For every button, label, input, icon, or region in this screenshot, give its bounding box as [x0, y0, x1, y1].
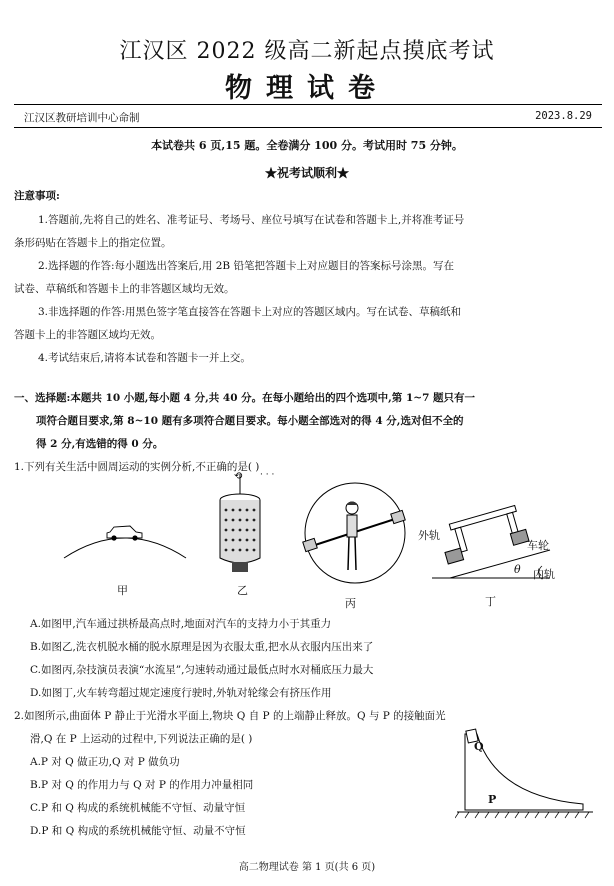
figure-label-bing: 丙	[345, 597, 356, 610]
notice-heading: 注意事项:	[14, 190, 60, 202]
question-2-option-b: B.P 对 Q 的作用力与 Q 对 P 的作用力冲量相同	[30, 779, 254, 791]
notice-line: 1.答题前,先将自己的姓名、准考证号、考场号、座位号填写在试卷和答题卡上,并将准考证号	[38, 214, 465, 226]
figure-label-ding: 丁	[485, 595, 496, 608]
exam-info: 本试卷共 6 页,15 题。全卷满分 100 分。考试用时 75 分钟。	[151, 139, 463, 152]
question-2-stem: 滑,Q 在 P 上运动的过程中,下列说法正确的是( )	[30, 733, 253, 745]
car-icon	[107, 526, 142, 541]
question-1-option-b: B.如图乙,洗衣机脱水桶的脱水原理是因为衣服太重,把水从衣服内压出来了	[30, 641, 374, 653]
section-intro: 项符合题目要求,第 8~10 题有多项符合题目要求。每小题全部选对的得 4 分,选对但不全的	[36, 415, 464, 427]
figure-water-meteor	[300, 478, 410, 588]
exam-date: 2023.8.29	[535, 110, 592, 122]
svg-text:⟲: ⟲	[234, 471, 243, 482]
label-angle-theta: θ	[514, 563, 521, 576]
paper-title: 物理试卷	[225, 73, 389, 104]
section-intro: 得 2 分,有选错的得 0 分。	[36, 438, 164, 450]
question-2-option-d: D.P 和 Q 构成的系统机械能守恒、动量不守恒	[30, 825, 246, 837]
figure-arch-bridge	[60, 510, 190, 570]
rotation-dots: · · ·	[260, 470, 275, 480]
label-wheel: 车轮	[527, 539, 549, 552]
question-2-stem: 2.如图所示,曲面体 P 静止于光滑水平面上,物块 Q 自 P 的上端静止释放。Q 与 P 的接触面光	[14, 710, 446, 722]
label-outer-rail: 外轨	[418, 529, 440, 542]
section-intro: 一、选择题:本题共 10 小题,每小题 4 分,共 40 分。在每小题给出的四个选项中,第 1~7 题只有一	[14, 392, 476, 404]
figure-label-jia: 甲	[117, 584, 128, 597]
figure-label-yi: 乙	[237, 584, 248, 597]
question-1-option-a: A.如图甲,汽车通过拱桥最高点时,地面对汽车的支持力小于其重力	[30, 618, 332, 630]
label-inner-rail: 内轨	[533, 568, 555, 581]
header-rule-top	[14, 104, 602, 105]
notice-line: 条形码贴在答题卡上的指定位置。	[14, 237, 172, 249]
notice-line: 试卷、草稿纸和答题卡上的非答题区域均无效。	[14, 283, 235, 295]
question-2-option-c: C.P 和 Q 构成的系统机械能不守恒、动量守恒	[30, 802, 246, 814]
figure-washer-drum	[210, 470, 270, 582]
notice-line: 2.选择题的作答:每小题选出答案后,用 2B 铅笔把答题卡上对应题目的答案标号涂黑。写在	[38, 260, 454, 272]
label-block-q: Q	[474, 740, 484, 753]
question-1-option-d: D.如图丁,火车转弯超过规定速度行驶时,外轨对轮缘会有挤压作用	[30, 687, 332, 699]
label-block-p: P	[488, 793, 497, 806]
notice-line: 3.非选择题的作答:用黑色签字笔直接答在答题卡上对应的答题区域内。写在试卷、草稿纸和	[38, 306, 462, 318]
question-1-stem: 1.下列有关生活中圆周运动的实例分析,不正确的是( )	[14, 461, 260, 473]
exam-title: 江汉区 2022 级高二新起点摸底考试	[119, 39, 495, 64]
notice-line: 答题卡上的非答题区域均无效。	[14, 329, 161, 341]
header-rule-bottom	[14, 127, 602, 128]
issuing-org: 江汉区教研培训中心命制	[24, 112, 140, 124]
question-2-option-a: A.P 对 Q 做正功,Q 对 P 做负功	[30, 756, 180, 768]
notice-line: 4.考试结束后,请将本试卷和答题卡一并上交。	[38, 352, 251, 364]
question-1-option-c: C.如图丙,杂技演员表演“水流星”,匀速转动通过最低点时水对桶底压力最大	[30, 664, 374, 676]
good-luck-banner: ★祝考试顺利★	[264, 166, 349, 180]
performer-icon	[346, 502, 358, 571]
page-footer: 高二物理试卷 第 1 页(共 6 页)	[238, 862, 376, 873]
